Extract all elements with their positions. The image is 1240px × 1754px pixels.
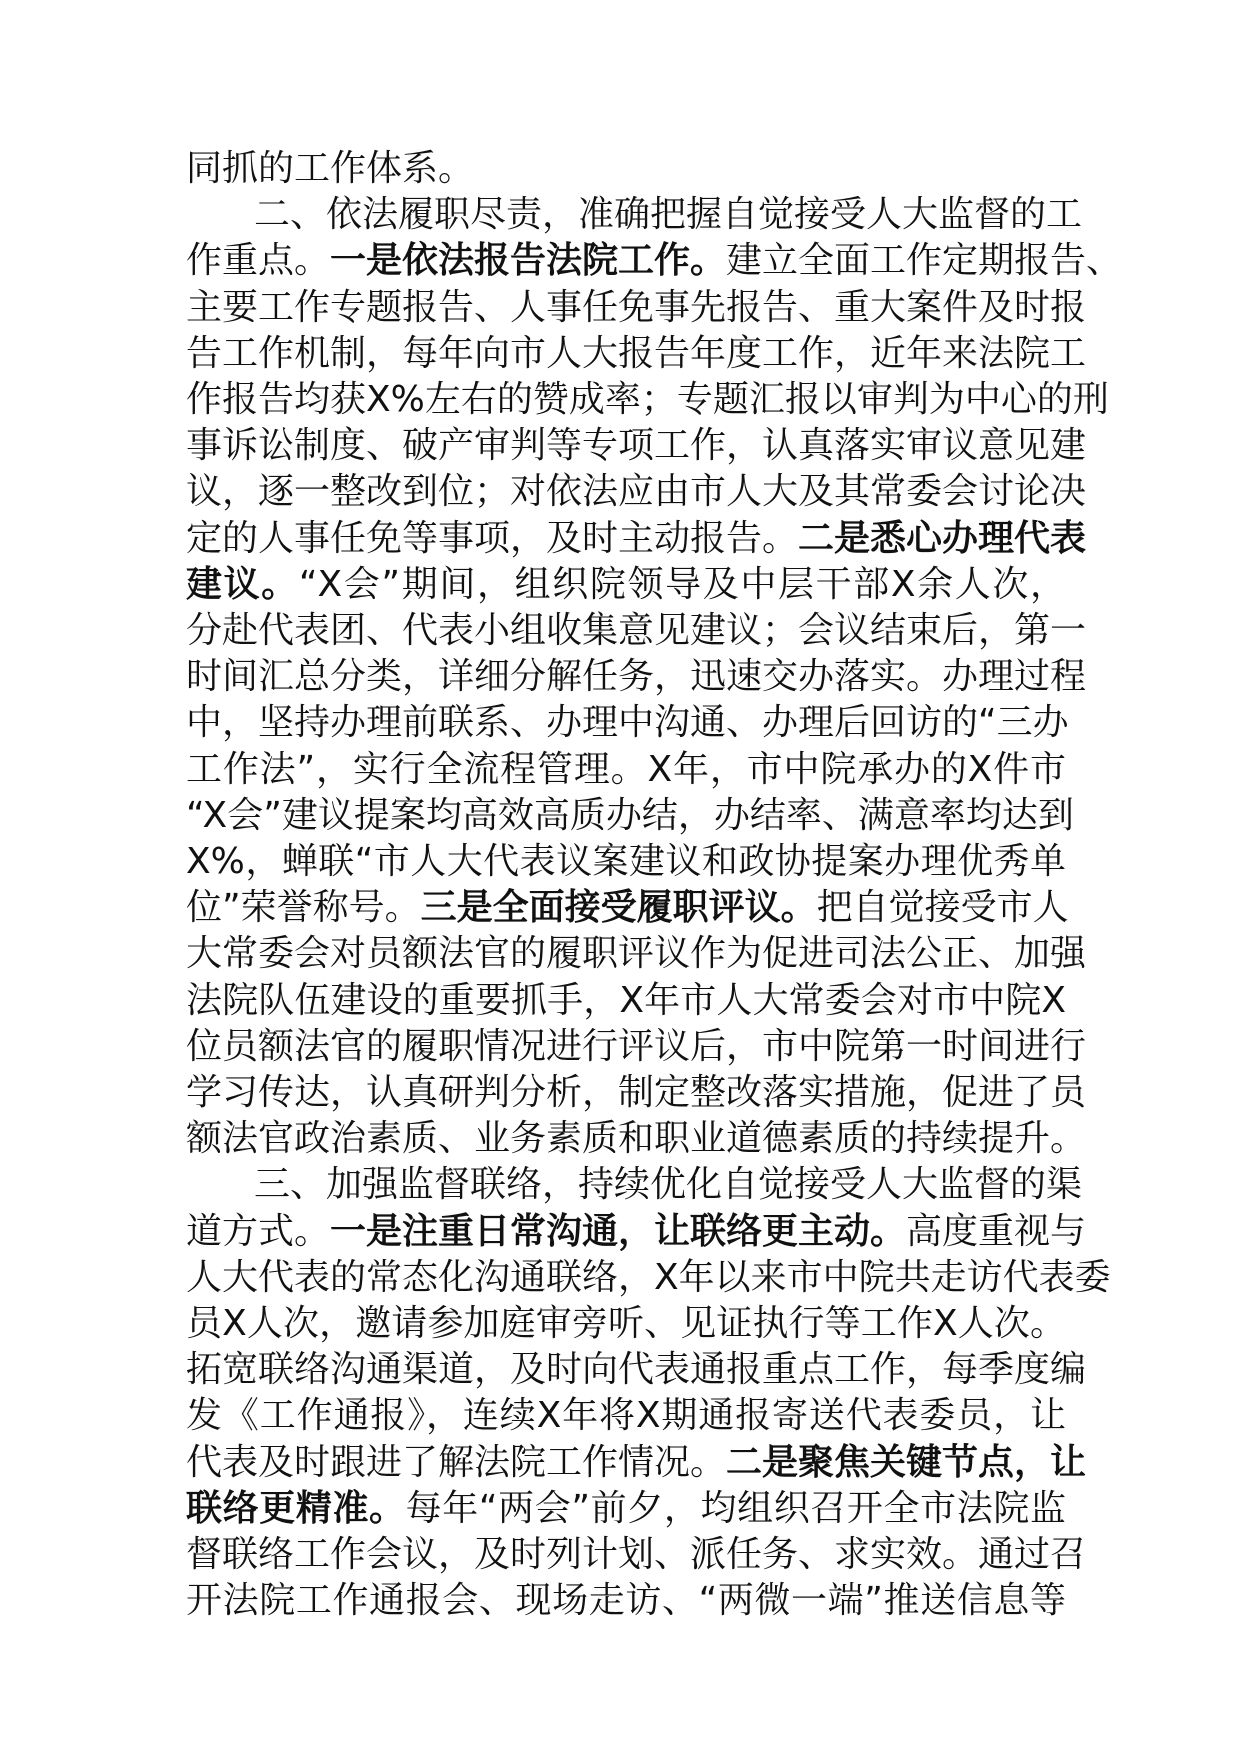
text-line	[186, 1532, 1087, 1578]
text-segment: 作重点。	[186, 240, 331, 282]
text-line	[186, 469, 1087, 515]
text-line	[186, 562, 1066, 608]
text-line	[186, 1393, 1066, 1439]
text-line	[186, 1486, 1066, 1532]
text-segment: 主要工作专题报告、人事任免事先报告、重大案件及时报	[186, 286, 1087, 328]
text-segment: 拓宽联络沟通渠道，及时向代表通报重点工作，每季度编	[186, 1349, 1087, 1391]
text-segment: 建立全面工作定期报告、	[726, 240, 1123, 282]
text-segment: 时间汇总分类，详细分解任务，迅速交办落实。办理过程	[186, 656, 1087, 698]
text-segment: 二、依法履职尽责，准确把握自觉接受人大监督的工	[254, 194, 1083, 236]
text-segment: 额法官政治素质、业务素质和职业道德素质的持续提升。	[186, 1118, 1087, 1160]
text-line	[186, 1255, 1111, 1301]
bold-text-segment: 一是注重日常沟通，让联络更主动。	[330, 1210, 907, 1252]
text-line	[186, 608, 1087, 654]
text-line	[186, 238, 1123, 284]
text-segment: “X会”建议提案均高效高质办结，办结率、满意率均达到	[186, 794, 1074, 836]
text-line	[186, 1301, 1066, 1347]
text-segment: 同抓的工作体系。	[186, 148, 475, 189]
text-line	[186, 700, 1069, 746]
text-line	[186, 331, 1087, 377]
text-line	[186, 1162, 1083, 1208]
text-line	[186, 1209, 1087, 1255]
bold-text-segment: 建议。	[186, 563, 299, 605]
text-line	[186, 516, 1087, 562]
text-line	[186, 192, 1083, 238]
bold-text-segment: 二是聚焦关键节点，让	[726, 1441, 1087, 1483]
text-segment: 员X人次，邀请参加庭审旁听、见证执行等工作X人次。	[186, 1303, 1066, 1345]
body-text	[186, 146, 1123, 1625]
text-segment: 事诉讼制度、破产审判等专项工作，认真落实审议意见建	[186, 425, 1087, 467]
text-line	[186, 1578, 1066, 1624]
text-segment: 法院队伍建设的重要抓手，X年市人大常委会对市中院X	[186, 979, 1066, 1021]
text-segment: 位”荣誉称号。	[186, 887, 421, 929]
text-segment: 人大代表的常态化沟通联络，X年以来市中院共走访代表委	[186, 1256, 1111, 1298]
text-line	[186, 1347, 1087, 1393]
text-line	[186, 423, 1087, 469]
text-segment: 督联络工作会议，及时列计划、派任务、求实效。通过召	[186, 1534, 1087, 1576]
bold-text-segment: 三是全面接受履职评议。	[420, 887, 817, 929]
text-segment: 高度重视与	[906, 1210, 1087, 1252]
text-segment: 位员额法官的履职情况进行评议后，市中院第一时间进行	[186, 1025, 1087, 1067]
text-line	[186, 377, 1109, 423]
text-line	[186, 1440, 1087, 1486]
text-segment: 代表及时跟进了解法院工作情况。	[186, 1441, 727, 1483]
text-segment: 发《工作通报》，连续X年将X期通报寄送代表委员，让	[186, 1395, 1066, 1437]
text-line	[186, 1070, 1087, 1116]
text-line	[186, 285, 1087, 331]
text-line	[186, 747, 1066, 793]
text-segment: 学习传达，认真研判分析，制定整改落实措施，促进了员	[186, 1072, 1087, 1114]
text-segment: 工作法”，实行全流程管理。X年，市中院承办的X件市	[186, 748, 1066, 790]
text-segment: 分赴代表团、代表小组收集意见建议；会议结束后，第一	[186, 610, 1087, 652]
bold-text-segment: 一是依法报告法院工作。	[330, 240, 727, 282]
bold-text-segment: 二是悉心办理代表	[798, 517, 1087, 559]
text-line	[186, 793, 1074, 839]
text-segment: 大常委会对员额法官的履职评议作为促进司法公正、加强	[186, 933, 1087, 975]
text-line	[186, 931, 1087, 977]
text-line	[186, 978, 1066, 1024]
text-line	[186, 885, 1069, 931]
text-segment: “X会”期间，组织院领导及中层干部X余人次，	[298, 563, 1066, 605]
text-segment: 作报告均获X%左右的赞成率；专题汇报以审判为中心的刑	[186, 379, 1109, 421]
text-line	[186, 1116, 1087, 1162]
text-segment: 告工作机制，每年向市人大报告年度工作，近年来法院工	[186, 332, 1087, 374]
text-segment: 三、加强监督联络，持续优化自觉接受人大监督的渠	[254, 1164, 1083, 1206]
text-segment: 道方式。	[186, 1210, 331, 1252]
text-line	[186, 654, 1087, 700]
text-segment: 开法院工作通报会、现场走访、“两微一端”推送信息等	[186, 1580, 1066, 1622]
text-segment: 把自觉接受市人	[816, 887, 1069, 929]
text-line	[186, 839, 1066, 885]
text-segment: 议，逐一整改到位；对依法应由市人大及其常委会讨论决	[186, 471, 1087, 513]
bold-text-segment: 联络更精准。	[186, 1487, 406, 1529]
text-segment: 中，坚持办理前联系、办理中沟通、办理后回访的“三办	[186, 702, 1069, 744]
text-segment: 定的人事任免等事项，及时主动报告。	[186, 517, 799, 559]
text-segment: X%，蝉联“市人大代表议案建议和政协提案办理优秀单	[186, 841, 1066, 883]
text-segment: 每年“两会”前夕，均组织召开全市法院监	[405, 1487, 1066, 1529]
text-line	[186, 146, 1066, 192]
text-line	[186, 1024, 1087, 1070]
